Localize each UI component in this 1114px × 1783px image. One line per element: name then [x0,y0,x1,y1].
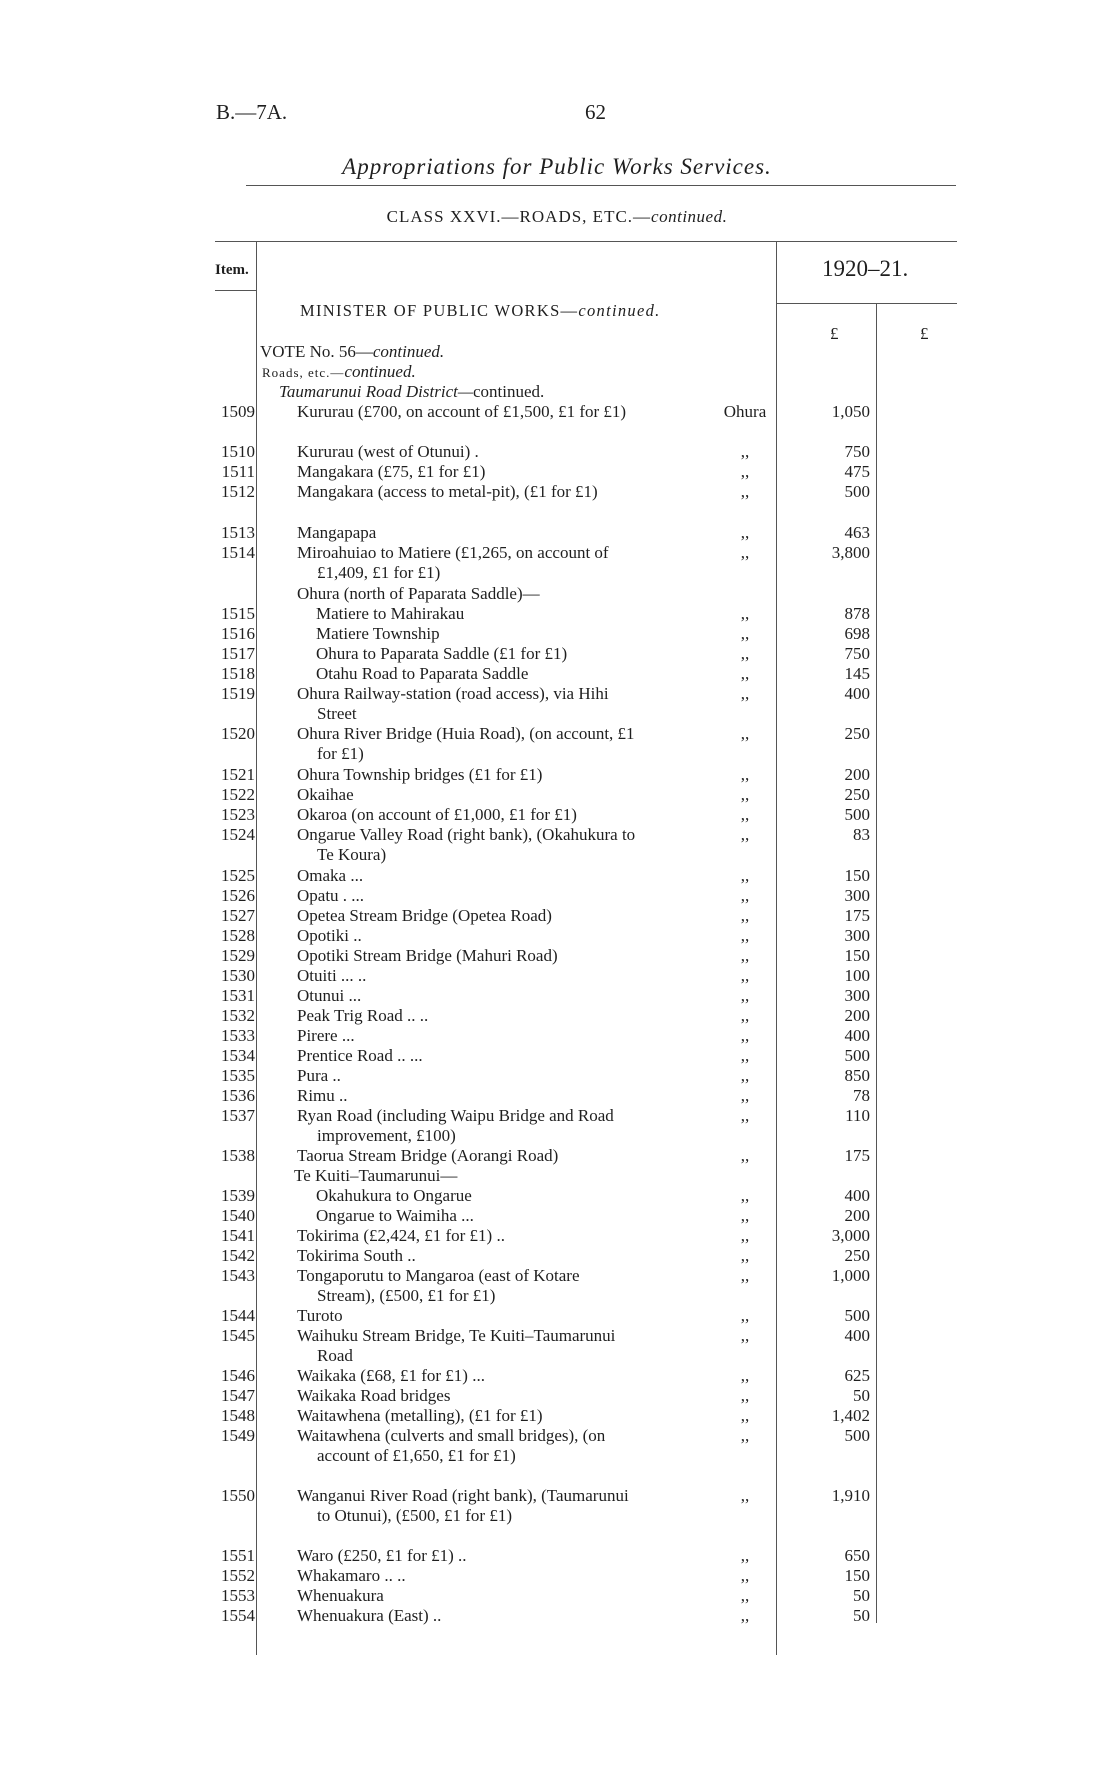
item-description: Okaihae [297,785,354,804]
item-description: Peak Trig Road .. .. [297,1006,429,1025]
item-description: Otuiti ... .. [297,966,367,985]
item-number: 1522 [221,785,255,804]
tekuiti-group-heading: Te Kuiti–Taumarunui— [294,1166,458,1185]
amount-value: 200 [844,765,870,784]
item-number: 1536 [221,1086,255,1105]
electoral-district: ,, [740,1266,750,1285]
item-description: Ohura to Paparata Saddle (£1 for £1) [316,644,568,663]
item-description: Kururau (west of Otunui) . [297,442,479,461]
electoral-district: ,, [740,1226,750,1245]
item-description: Turoto [297,1306,343,1325]
item-number: 1525 [221,866,255,885]
item-description: Pura .. [297,1066,341,1085]
item-number: 1515 [221,604,255,623]
amount-value: 100 [844,966,870,985]
item-description: Okahukura to Ongarue [316,1186,472,1205]
item-description: Mangakara (access to metal-pit), (£1 for £1) [297,482,598,501]
electoral-district: ,, [740,1486,750,1505]
electoral-district: ,, [740,986,750,1005]
amount-value: 878 [844,604,870,623]
item-description: Omaka ... [297,866,364,885]
electoral-district: ,, [740,1326,750,1345]
electoral-district: ,, [740,442,750,461]
amount-value: 110 [845,1106,870,1125]
amount-value: 400 [844,684,870,703]
amount-value: 50 [853,1606,870,1625]
item-description: Whenuakura (East) .. [297,1606,442,1625]
item-number: 1516 [221,624,255,643]
electoral-district: ,, [740,462,750,481]
item-description: Otahu Road to Paparata Saddle [316,664,529,683]
electoral-district: ,, [740,624,750,643]
item-number: 1512 [221,482,255,501]
item-number: 1541 [221,1226,255,1245]
item-description: Waitawhena (culverts and small bridges), (on account of £1,650, £1 for £1) [297,1426,606,1465]
amount-value: 83 [853,825,870,844]
amount-value: 625 [844,1366,870,1385]
item-description: Mangakara (£75, £1 for £1) [297,462,486,481]
item-number: 1546 [221,1366,255,1385]
amount-value: 500 [844,1426,870,1445]
class-title-continued: continued. [651,207,728,226]
item-description: Ohura Township bridges (£1 for £1) [297,765,543,784]
electoral-district: Ohura [723,402,767,421]
amount-value: 300 [844,926,870,945]
electoral-district: ,, [740,664,750,683]
item-description: Ohura Railway-station (road access), via Hihi Street [297,684,609,723]
item-number: 1548 [221,1406,255,1425]
item-number: 1532 [221,1006,255,1025]
amount-value: 175 [844,1146,870,1165]
amount-value: 698 [844,624,870,643]
item-description: Tokirima (£2,424, £1 for £1) .. [297,1226,505,1245]
electoral-district: ,, [740,1406,750,1425]
electoral-district: ,, [740,1026,750,1045]
item-number: 1542 [221,1246,255,1265]
item-number: 1531 [221,986,255,1005]
electoral-district: ,, [740,1006,750,1025]
item-description: Opatu . ... [297,886,365,905]
amount-value: 500 [844,1046,870,1065]
amount-value: 400 [844,1186,870,1205]
district-heading [279,382,544,402]
amount-value: 50 [853,1386,870,1405]
item-number: 1527 [221,906,255,925]
amount-value: 50 [853,1586,870,1605]
item-number: 1514 [221,543,255,562]
electoral-district: ,, [740,1586,750,1605]
item-description: Waitawhena (metalling), (£1 for £1) [297,1406,543,1425]
item-number: 1549 [221,1426,255,1445]
electoral-district: ,, [740,886,750,905]
item-number: 1552 [221,1566,255,1585]
item-number: 1509 [221,402,255,421]
class-title [0,207,1114,227]
amount-value: 150 [844,1566,870,1585]
amount-value: 3,000 [831,1226,870,1245]
item-description: Matiere Township [316,624,440,643]
amount-value: 463 [844,523,870,542]
item-number: 1538 [221,1146,255,1165]
amount-value: 1,000 [831,1266,870,1285]
electoral-district: ,, [740,1246,750,1265]
item-number: 1511 [221,462,255,481]
amount-value: 300 [844,986,870,1005]
item-description: Waikaka Road bridges [297,1386,451,1405]
item-number: 1510 [221,442,255,461]
amount-value: 175 [844,906,870,925]
item-number: 1530 [221,966,255,985]
roads-heading [262,362,416,383]
item-description: Kururau (£700, on account of £1,500, £1 for £1) [297,402,627,421]
item-description: Okaroa (on account of £1,000, £1 for £1) [297,805,577,824]
item-number: 1547 [221,1386,255,1405]
amount-value: 300 [844,886,870,905]
page-number: 62 [585,100,606,124]
item-number: 1550 [221,1486,255,1505]
amount-value: 1,402 [831,1406,870,1425]
item-number: 1528 [221,926,255,945]
electoral-district: ,, [740,1386,750,1405]
item-description: Pirere ... [297,1026,355,1045]
electoral-district: ,, [740,684,750,703]
electoral-district: ,, [740,604,750,623]
item-number: 1523 [221,805,255,824]
item-description: Matiere to Mahirakau [316,604,465,623]
roads-main: Roads, etc.— [262,365,345,380]
electoral-district: ,, [740,724,750,743]
item-description: Mangapapa [297,523,377,542]
item-description: Tokirima South .. [297,1246,416,1265]
electoral-district: ,, [740,926,750,945]
item-number: 1518 [221,664,255,683]
amount-value: 200 [844,1006,870,1025]
item-number: 1535 [221,1066,255,1085]
ohura-group-heading: Ohura (north of Paparata Saddle)— [297,584,540,603]
item-description: Otunui ... [297,986,362,1005]
item-description: Prentice Road .. ... [297,1046,423,1065]
electoral-district: ,, [740,906,750,925]
amount-value: 78 [853,1086,870,1105]
amount-value: 400 [844,1026,870,1045]
item-description: Ongarue to Waimiha ... [316,1206,474,1225]
title-rule [246,185,956,186]
pound-sign-col1: £ [830,324,839,343]
amount-value: 200 [844,1206,870,1225]
electoral-district: ,, [740,1146,750,1165]
ministry-continued: continued. [578,301,661,320]
electoral-district: ,, [740,765,750,784]
item-number: 1524 [221,825,255,844]
ministry-heading [300,301,661,321]
item-number: 1553 [221,1586,255,1605]
item-description: Whakamaro .. .. [297,1566,406,1585]
amount-value: 750 [844,442,870,461]
amount-value: 3,800 [831,543,870,562]
item-number: 1540 [221,1206,255,1225]
item-description: Whenuakura [297,1586,384,1605]
item-number: 1539 [221,1186,255,1205]
electoral-district: ,, [740,1366,750,1385]
item-description: Rimu .. [297,1086,348,1105]
amount-value: 500 [844,805,870,824]
amount-value: 250 [844,785,870,804]
item-number: 1545 [221,1326,255,1345]
amount-value: 250 [844,1246,870,1265]
amount-value: 475 [844,462,870,481]
amount-value: 500 [844,482,870,501]
electoral-district: ,, [740,1086,750,1105]
item-description: Opotiki .. [297,926,362,945]
district-name: Taumarunui Road District— [279,382,473,401]
electoral-district: ,, [740,1206,750,1225]
amount-value: 850 [844,1066,870,1085]
amount-value: 145 [844,664,870,683]
year-head-rule [776,303,957,304]
item-description: Ryan Road (including Waipu Bridge and Road improvement, £100) [297,1106,614,1145]
electoral-district: ,, [740,805,750,824]
item-description: Taorua Stream Bridge (Aorangi Road) [297,1146,559,1165]
amount-value: 650 [844,1546,870,1565]
electoral-district: ,, [740,1066,750,1085]
item-number: 1513 [221,523,255,542]
amount-value: 400 [844,1326,870,1345]
electoral-district: ,, [740,825,750,844]
item-number: 1543 [221,1266,255,1285]
item-number: 1517 [221,644,255,663]
item-description: Miroahuiao to Matiere (£1,265, on account of £1,409, £1 for £1) [297,543,609,582]
vote-continued: continued. [372,342,445,361]
electoral-district: ,, [740,866,750,885]
class-title-main: CLASS XXVI.—ROADS, ETC.— [386,207,652,226]
item-number: 1544 [221,1306,255,1325]
item-description: Tongaporutu to Mangaroa (east of Kotare Stream), (£500, £1 for £1) [297,1266,580,1305]
item-number: 1520 [221,724,255,743]
district-continued: continued. [472,382,545,401]
roads-continued: continued. [344,362,416,381]
electoral-district: ,, [740,1186,750,1205]
item-column-divider [256,242,257,1655]
amount-column-divider [876,303,877,1623]
item-description: Ongarue Valley Road (right bank), (Okahukura to Te Koura) [297,825,636,864]
electoral-district: ,, [740,1306,750,1325]
electoral-district: ,, [740,482,750,501]
electoral-district: ,, [740,1546,750,1565]
item-description: Ohura River Bridge (Huia Road), (on account, £1 for £1) [297,724,635,763]
amount-value: 150 [844,946,870,965]
electoral-district: ,, [740,1566,750,1585]
electoral-district: ,, [740,966,750,985]
item-description: Waro (£250, £1 for £1) .. [297,1546,467,1565]
electoral-district: ,, [740,1606,750,1625]
pound-sign-col2: £ [920,324,929,343]
vote-heading [260,342,444,362]
electoral-district: ,, [740,785,750,804]
electoral-district: ,, [740,644,750,663]
item-number: 1551 [221,1546,255,1565]
item-description: Opotiki Stream Bridge (Mahuri Road) [297,946,558,965]
item-number: 1521 [221,765,255,784]
page-title: Appropriations for Public Works Services. [342,154,772,179]
item-number: 1537 [221,1106,255,1125]
item-number: 1534 [221,1046,255,1065]
item-column-header: Item. [215,262,249,278]
item-description: Opetea Stream Bridge (Opetea Road) [297,906,552,925]
item-description: Waihuku Stream Bridge, Te Kuiti–Taumarunui Road [297,1326,616,1365]
electoral-district: ,, [740,1106,750,1125]
amount-value: 1,050 [831,402,870,421]
item-head-rule [215,290,257,291]
amount-value: 250 [844,724,870,743]
item-description: Wanganui River Road (right bank), (Taumarunui to Otunui), (£500, £1 for £1) [297,1486,629,1525]
electoral-district: ,, [740,523,750,542]
item-number: 1519 [221,684,255,703]
year-column-header: 1920–21. [822,256,909,281]
item-number: 1554 [221,1606,255,1625]
item-number: 1529 [221,946,255,965]
amount-value: 750 [844,644,870,663]
electoral-district: ,, [740,1426,750,1445]
electoral-district: ,, [740,946,750,965]
amount-value: 500 [844,1306,870,1325]
item-number: 1533 [221,1026,255,1045]
vote-main: VOTE No. 56— [260,342,373,361]
electoral-district: ,, [740,1046,750,1065]
item-number: 1526 [221,886,255,905]
report-reference: B.—7A. [216,100,288,124]
amount-value: 150 [844,866,870,885]
table-top-rule [215,241,957,242]
amount-value: 1,910 [831,1486,870,1505]
ministry-main: MINISTER OF PUBLIC WORKS— [300,301,579,320]
electoral-district: ,, [740,543,750,562]
item-description: Waikaka (£68, £1 for £1) ... [297,1366,485,1385]
